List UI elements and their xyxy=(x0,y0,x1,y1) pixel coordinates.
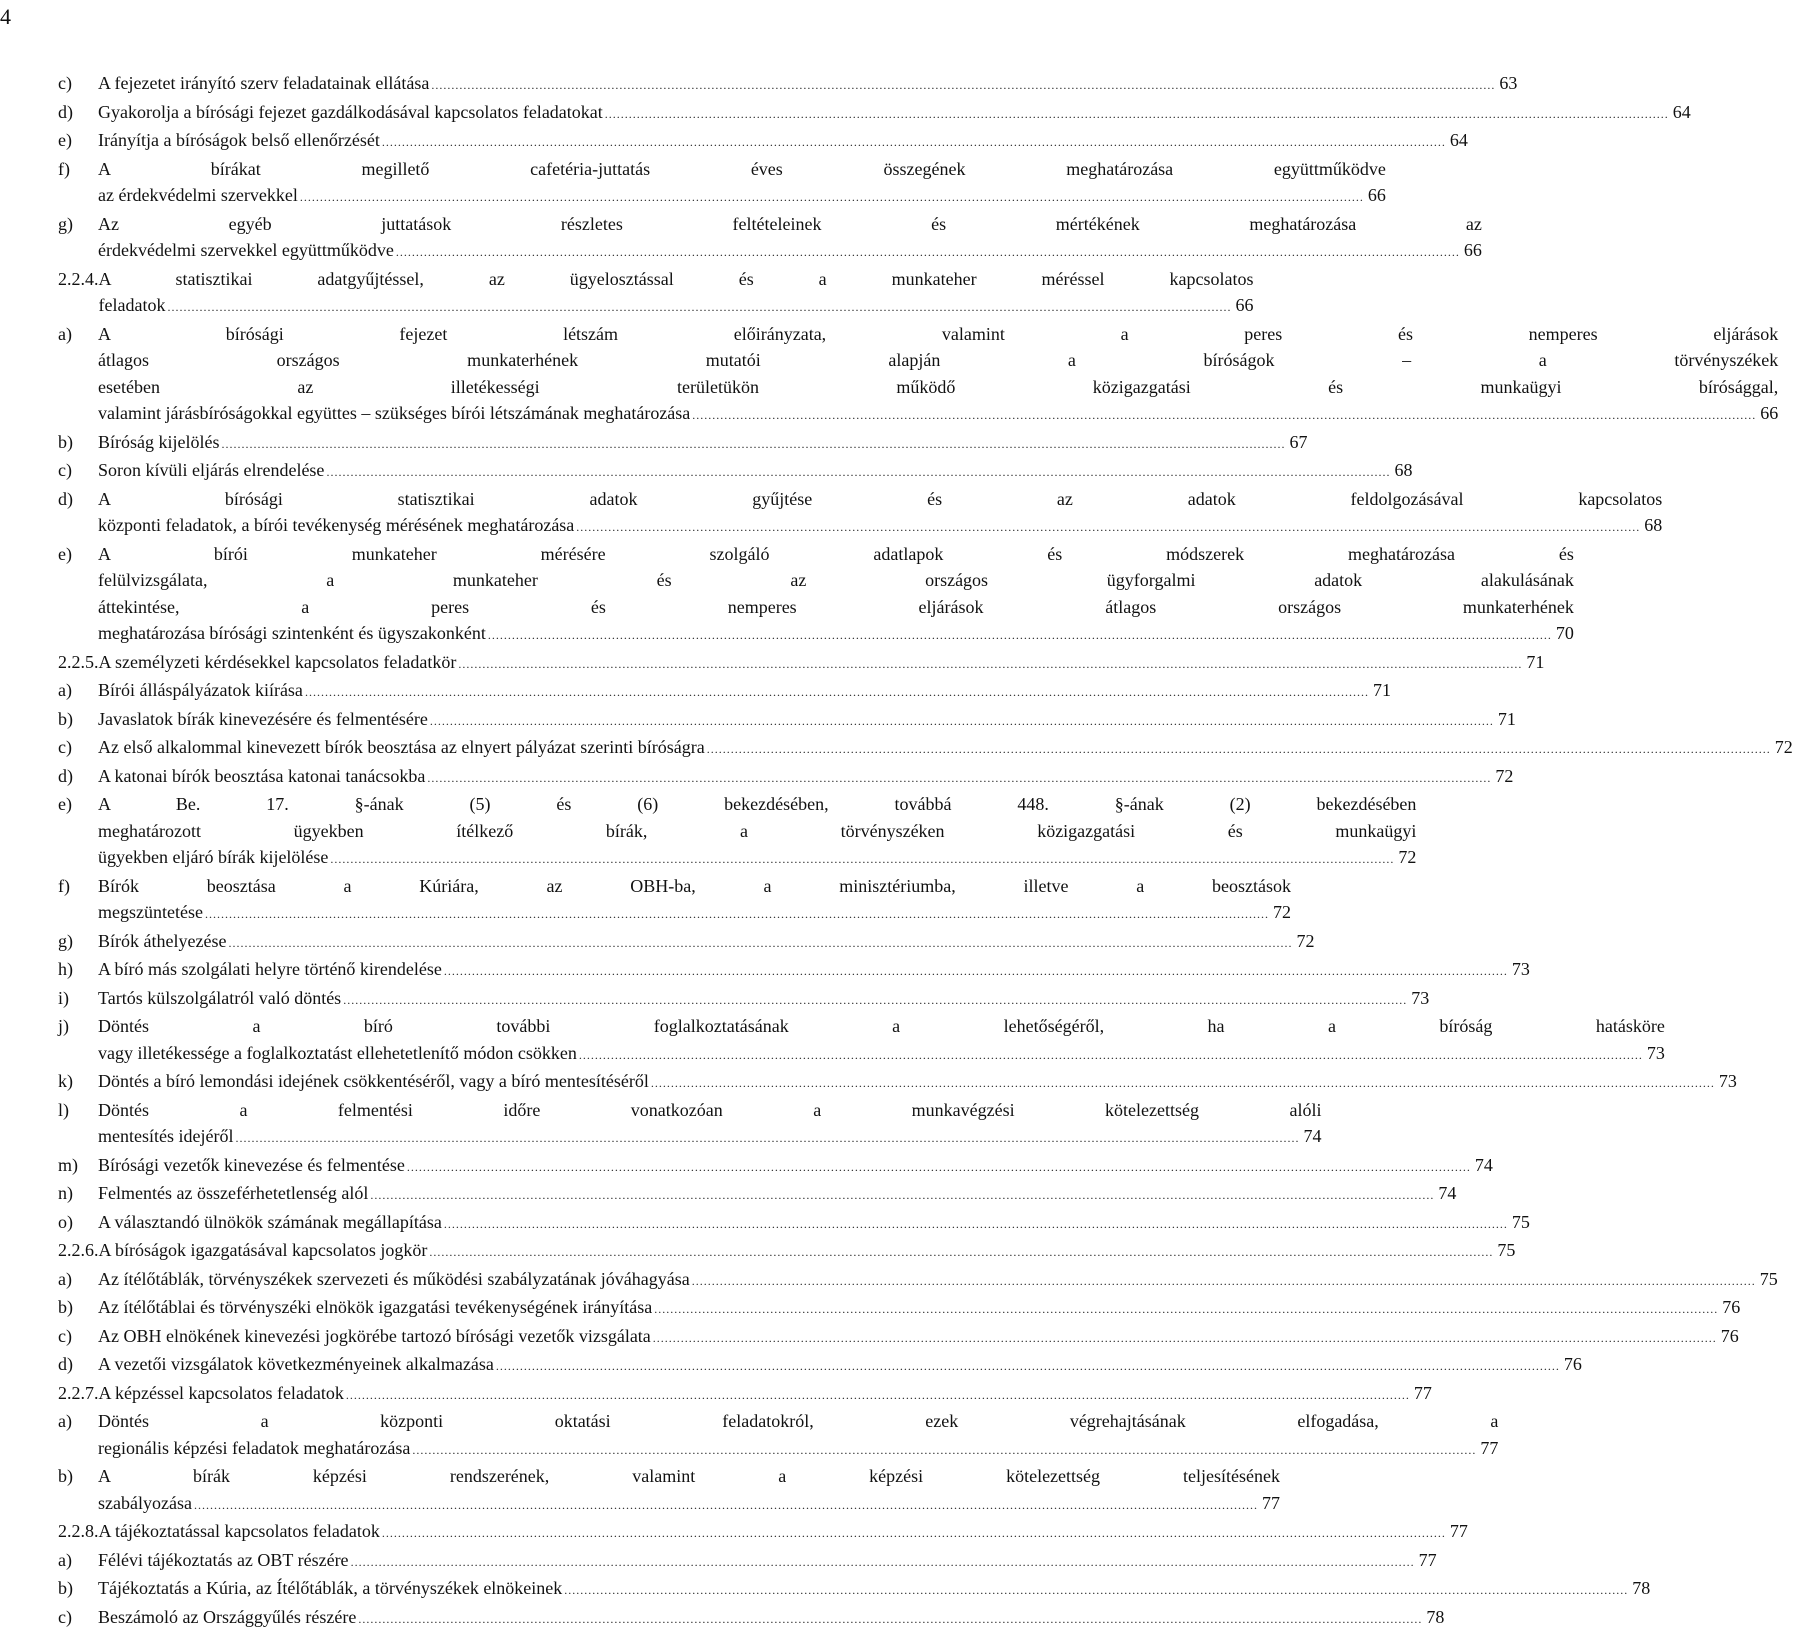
toc-entry-number: a) xyxy=(58,321,98,348)
toc-entry-number: j) xyxy=(58,1013,98,1040)
toc-entry-page: 77 xyxy=(1448,1518,1468,1545)
toc-entry-title: A vezetői vizsgálatok következményeinek alkalmazása xyxy=(98,1351,494,1378)
dot-leader xyxy=(496,1353,1560,1380)
toc-entry-page: 67 xyxy=(1287,429,1307,456)
toc-entry-body xyxy=(98,1323,1739,1352)
toc-entry-title: A bíróságok igazgatásával kapcsolatos jogkör xyxy=(99,1237,428,1264)
toc-entry-page: 68 xyxy=(1642,512,1662,539)
toc-entry-page: 68 xyxy=(1392,457,1412,484)
toc-entry[interactable] xyxy=(58,791,954,873)
toc-entry-line: meghatározott ügyekben ítélkező bírák, a törvényszéken közigazgatási és munkaügyi xyxy=(98,818,1416,845)
toc-entry-body xyxy=(98,156,1386,211)
dot-leader xyxy=(382,1520,1446,1547)
dot-leader xyxy=(431,72,1495,99)
toc-entry[interactable] xyxy=(58,266,954,321)
toc-entry-line: A bírósági fejezet létszám előirányzata, valamint a peres és nemperes eljárások xyxy=(98,321,1778,348)
toc-entry-number: g) xyxy=(58,211,98,238)
toc-entry-number: b) xyxy=(58,1294,98,1321)
toc-entry-title: Soron kívüli eljárás elrendelése xyxy=(98,457,324,484)
page-number: 4 xyxy=(0,4,11,30)
toc-entry-last-line xyxy=(99,1518,1468,1547)
toc-entry-last-line xyxy=(99,1237,1516,1266)
toc-entry-page: 66 xyxy=(1366,182,1386,209)
toc-entry-body xyxy=(98,985,1429,1014)
toc-entry-title: szabályozása xyxy=(98,1490,192,1517)
toc-entry-body xyxy=(98,956,1530,985)
toc-entry-page: 63 xyxy=(1497,70,1517,97)
toc-entry-last-line xyxy=(98,512,1662,541)
toc-entry-last-line xyxy=(98,70,1517,99)
toc-entry-last-line xyxy=(98,1604,1444,1632)
dot-leader xyxy=(692,1268,1756,1295)
toc-entry-number: b) xyxy=(58,706,98,733)
toc-entry-number: 2.2.6. xyxy=(58,1237,99,1264)
toc-entry-line: A statisztikai adatgyűjtéssel, az ügyelosztással és a munkateher méréssel kapcsolatos xyxy=(99,266,1254,293)
toc-entry-number: l) xyxy=(58,1097,98,1124)
dot-leader xyxy=(221,431,1285,458)
toc-entry-number: d) xyxy=(58,486,98,513)
toc-entry-last-line xyxy=(98,985,1429,1014)
toc-entry-title: A bíró más szolgálati helyre történő kirendelése xyxy=(98,956,442,983)
toc-entry-line: A Be. 17. §-ának (5) és (6) bekezdésében, továbbá 448. §-ának (2) bekezdésében xyxy=(98,791,1416,818)
dot-leader xyxy=(430,708,1494,735)
toc-entry-number: n) xyxy=(58,1180,98,1207)
toc-entry-number: e) xyxy=(58,541,98,568)
toc-entry-title: A katonai bírók beosztása katonai tanácsokba xyxy=(98,763,425,790)
toc-entry[interactable] xyxy=(58,677,954,706)
toc-entry-page: 78 xyxy=(1424,1604,1444,1631)
dot-leader xyxy=(305,679,1369,706)
toc-entry-last-line xyxy=(98,844,1416,873)
toc-entry-number: o) xyxy=(58,1209,98,1236)
toc-entry-number: 2.2.7. xyxy=(58,1380,99,1407)
toc-entry-number: e) xyxy=(58,127,98,154)
dot-leader xyxy=(651,1070,1715,1097)
toc-entry-body xyxy=(98,791,1416,873)
toc-entry-number: h) xyxy=(58,956,98,983)
toc-entry-body xyxy=(99,1380,1432,1409)
toc-entry-last-line xyxy=(98,1351,1582,1380)
toc-entry-page: 66 xyxy=(1758,400,1778,427)
dot-leader xyxy=(654,1296,1718,1323)
toc-entry-number: a) xyxy=(58,677,98,704)
dot-leader xyxy=(429,1239,1493,1266)
toc-entry-title: megszüntetése xyxy=(98,899,203,926)
dot-leader xyxy=(351,1549,1415,1576)
toc-entry-number: c) xyxy=(58,734,98,761)
dot-leader xyxy=(707,736,1771,763)
toc-entry[interactable] xyxy=(58,211,954,266)
toc-entry-title: Döntés a bíró lemondási idejének csökkentéséről, vagy a bíró mentesítéséről xyxy=(98,1068,649,1095)
toc-entry[interactable] xyxy=(58,1575,954,1604)
toc-entry-title: feladatok xyxy=(99,292,166,319)
dot-leader xyxy=(330,846,1394,873)
toc-entry-page: 72 xyxy=(1271,899,1291,926)
toc-entry-last-line xyxy=(98,1266,1778,1295)
toc-entry-last-line xyxy=(98,1575,1650,1604)
toc-entry-title: A személyzeti kérdésekkel kapcsolatos feladatkör xyxy=(99,649,457,676)
toc-entry-last-line xyxy=(98,620,1574,649)
toc-entry-last-line xyxy=(98,237,1482,266)
toc-entry-page: 77 xyxy=(1478,1435,1498,1462)
toc-entry-title: Az OBH elnökének kinevezési jogkörébe tartozó bírósági vezetők vizsgálata xyxy=(98,1323,651,1350)
dot-leader xyxy=(194,1492,1258,1519)
toc-entry-line: A bírói munkateher mérésére szolgáló adatlapok és módszerek meghatározása és xyxy=(98,541,1574,568)
toc-entry[interactable] xyxy=(58,457,954,486)
toc-entry-body xyxy=(98,1604,1444,1632)
toc-entry-title: központi feladatok, a bírói tevékenység mérésének meghatározása xyxy=(98,512,574,539)
toc-entry[interactable] xyxy=(58,1518,954,1547)
toc-entry-title: regionális képzési feladatok meghatározása xyxy=(98,1435,410,1462)
toc-entry-body xyxy=(98,1209,1530,1238)
dot-leader xyxy=(458,651,1522,678)
toc-entry-last-line xyxy=(98,928,1314,957)
toc-entry[interactable] xyxy=(58,486,954,541)
dot-leader xyxy=(427,765,1491,792)
toc-entry-last-line xyxy=(98,677,1391,706)
table-of-contents xyxy=(58,70,954,1632)
toc-entry-title: Félévi tájékoztatás az OBT részére xyxy=(98,1547,349,1574)
toc-entry-page: 75 xyxy=(1758,1266,1778,1293)
dot-leader xyxy=(444,1211,1508,1238)
toc-entry[interactable] xyxy=(58,873,954,928)
toc-entry[interactable] xyxy=(58,1380,954,1409)
toc-entry-page: 76 xyxy=(1719,1323,1739,1350)
toc-entry-line: Döntés a felmentési időre vonatkozóan a munkavégzési kötelezettség alóli xyxy=(98,1097,1321,1124)
toc-entry-title: A fejezetet irányító szerv feladatainak ellátása xyxy=(98,70,429,97)
toc-entry-title: Bírósági vezetők kinevezése és felmentése xyxy=(98,1152,405,1179)
dot-leader xyxy=(396,239,1460,266)
toc-entry-number: m) xyxy=(58,1152,98,1179)
toc-entry-line: A bírák képzési rendszerének, valamint a képzési kötelezettség teljesítésének xyxy=(98,1463,1280,1490)
toc-entry-page: 70 xyxy=(1554,620,1574,647)
toc-entry-page: 66 xyxy=(1233,292,1253,319)
toc-entry[interactable] xyxy=(58,99,954,128)
toc-entry-last-line xyxy=(98,127,1468,156)
toc-entry-body xyxy=(99,266,1254,321)
dot-leader xyxy=(605,101,1669,128)
toc-entry[interactable] xyxy=(58,1604,954,1632)
toc-entry-page: 64 xyxy=(1671,99,1691,126)
toc-entry-page: 71 xyxy=(1371,677,1391,704)
toc-entry-title: Beszámoló az Országgyűlés részére xyxy=(98,1604,356,1631)
toc-entry-body xyxy=(98,734,1793,763)
toc-entry-body xyxy=(98,1068,1737,1097)
toc-entry-body xyxy=(98,486,1662,541)
dot-leader xyxy=(564,1577,1628,1604)
toc-entry-last-line xyxy=(99,292,1254,321)
toc-entry-line: Bírók beosztása a Kúriára, az OBH-ba, a minisztériumba, illetve a beosztások xyxy=(98,873,1291,900)
toc-entry-title: A tájékoztatással kapcsolatos feladatok xyxy=(99,1518,380,1545)
toc-entry-page: 73 xyxy=(1510,956,1530,983)
dot-leader xyxy=(228,930,1292,957)
toc-entry-line: esetében az illetékességi területükön működő közigazgatási és munkaügyi bírósággal, xyxy=(98,374,1778,401)
toc-entry[interactable] xyxy=(58,1068,954,1097)
toc-entry-body xyxy=(98,763,1513,792)
toc-entry-body xyxy=(99,1518,1468,1547)
toc-entry[interactable] xyxy=(58,541,954,649)
toc-entry-page: 73 xyxy=(1645,1040,1665,1067)
toc-entry-line: átlagos országos munkaterhének mutatói alapján a bíróságok – a törvényszékek xyxy=(98,347,1778,374)
toc-entry-number: c) xyxy=(58,1604,98,1631)
toc-entry-title: Tartós külszolgálatról való döntés xyxy=(98,985,341,1012)
toc-entry-title: vagy illetékessége a foglalkoztatást ellehetetlenítő módon csökken xyxy=(98,1040,577,1067)
toc-entry-title: Bírók áthelyezése xyxy=(98,928,226,955)
toc-entry-title: az érdekvédelmi szervekkel xyxy=(98,182,298,209)
toc-entry-body xyxy=(98,457,1412,486)
toc-entry-page: 76 xyxy=(1562,1351,1582,1378)
dot-leader xyxy=(370,1182,1434,1209)
toc-entry[interactable] xyxy=(58,1209,954,1238)
toc-entry[interactable] xyxy=(58,928,954,957)
toc-entry-number: f) xyxy=(58,873,98,900)
toc-entry-last-line xyxy=(98,1040,1665,1069)
toc-entry-last-line xyxy=(98,99,1691,128)
toc-entry[interactable] xyxy=(58,1013,954,1068)
toc-entry-last-line xyxy=(98,400,1778,429)
toc-entry-number: 2.2.8. xyxy=(58,1518,99,1545)
toc-entry-line: Döntés a központi oktatási feladatokról, ezek végrehajtásának elfogadása, a xyxy=(98,1408,1498,1435)
toc-entry-title: Javaslatok bírák kinevezésére és felmentésére xyxy=(98,706,428,733)
toc-entry-title: Bírói álláspályázatok kiírása xyxy=(98,677,303,704)
toc-entry[interactable] xyxy=(58,127,954,156)
dot-leader xyxy=(358,1606,1422,1632)
toc-entry-body xyxy=(98,541,1574,649)
toc-entry-last-line xyxy=(98,457,1412,486)
dot-leader xyxy=(326,459,1390,486)
toc-entry-number: 2.2.4. xyxy=(58,266,99,293)
toc-entry-page: 74 xyxy=(1301,1123,1321,1150)
toc-entry-title: Irányítja a bíróságok belső ellenőrzését xyxy=(98,127,380,154)
toc-entry-body xyxy=(98,928,1314,957)
toc-entry-page: 73 xyxy=(1717,1068,1737,1095)
toc-entry-number: b) xyxy=(58,1463,98,1490)
toc-entry-number: d) xyxy=(58,763,98,790)
toc-entry-number: b) xyxy=(58,429,98,456)
toc-entry-title: ügyekben eljáró bírák kijelölése xyxy=(98,844,328,871)
toc-entry[interactable] xyxy=(58,763,954,792)
toc-entry-page: 72 xyxy=(1773,734,1793,761)
toc-entry-page: 77 xyxy=(1412,1380,1432,1407)
toc-entry-body xyxy=(98,1463,1280,1518)
toc-entry-line: A bírósági statisztikai adatok gyűjtése és az adatok feldolgozásával kapcsolatos xyxy=(98,486,1662,513)
toc-entry-body xyxy=(98,1351,1582,1380)
toc-entry-page: 71 xyxy=(1496,706,1516,733)
toc-entry[interactable] xyxy=(58,321,954,429)
toc-entry-last-line xyxy=(98,1180,1456,1209)
dot-leader xyxy=(235,1125,1299,1152)
dot-leader xyxy=(343,987,1407,1014)
dot-leader xyxy=(205,901,1269,928)
toc-entry-body xyxy=(98,1266,1778,1295)
toc-entry-number: g) xyxy=(58,928,98,955)
toc-entry-last-line xyxy=(98,1152,1493,1181)
toc-entry-title: meghatározása bírósági szintenként és ügyszakonként xyxy=(98,620,486,647)
toc-entry-page: 75 xyxy=(1510,1209,1530,1236)
toc-entry-number: c) xyxy=(58,70,98,97)
toc-entry-title: mentesítés idejéről xyxy=(98,1123,233,1150)
toc-entry-line: Döntés a bíró további foglalkoztatásának a lehetőségéről, ha a bíróság hatásköre xyxy=(98,1013,1665,1040)
toc-entry[interactable] xyxy=(58,706,954,735)
toc-entry[interactable] xyxy=(58,1463,954,1518)
toc-entry-body xyxy=(98,1180,1456,1209)
dot-leader xyxy=(300,184,1364,211)
toc-entry-body xyxy=(99,649,1545,678)
toc-entry-title: Az ítélőtáblai és törvényszéki elnökök igazgatási tevékenységének irányítása xyxy=(98,1294,652,1321)
dot-leader xyxy=(167,294,1231,321)
toc-entry[interactable] xyxy=(58,734,954,763)
toc-entry-last-line xyxy=(98,1123,1321,1152)
toc-entry-title: A választandó ülnökök számának megállapítása xyxy=(98,1209,442,1236)
toc-entry-title: A képzéssel kapcsolatos feladatok xyxy=(99,1380,344,1407)
toc-entry-body xyxy=(98,127,1468,156)
toc-entry-last-line xyxy=(98,956,1530,985)
toc-entry[interactable] xyxy=(58,649,954,678)
toc-entry-number: a) xyxy=(58,1266,98,1293)
toc-entry-title: Gyakorolja a bírósági fejezet gazdálkodásával kapcsolatos feladatokat xyxy=(98,99,603,126)
toc-entry-title: Bíróság kijelölés xyxy=(98,429,219,456)
toc-entry[interactable] xyxy=(58,1408,954,1463)
toc-entry[interactable] xyxy=(58,1097,954,1152)
toc-entry-page: 72 xyxy=(1396,844,1416,871)
toc-entry-number: e) xyxy=(58,791,98,818)
toc-entry[interactable] xyxy=(58,1180,954,1209)
toc-entry[interactable] xyxy=(58,1152,954,1181)
toc-entry-page: 72 xyxy=(1294,928,1314,955)
toc-entry-page: 76 xyxy=(1720,1294,1740,1321)
toc-entry-body xyxy=(99,1237,1516,1266)
toc-entry-body xyxy=(98,1152,1493,1181)
toc-entry-page: 74 xyxy=(1473,1152,1493,1179)
toc-entry-last-line xyxy=(98,182,1386,211)
toc-entry-body xyxy=(98,99,1691,128)
dot-leader xyxy=(653,1325,1717,1352)
dot-leader xyxy=(346,1382,1410,1409)
toc-entry-line: A bírákat megillető cafetéria-juttatás éves összegének meghatározása együttműködve xyxy=(98,156,1386,183)
toc-entry-last-line xyxy=(98,429,1307,458)
toc-entry-page: 77 xyxy=(1260,1490,1280,1517)
toc-entry[interactable] xyxy=(58,156,954,211)
toc-entry-number: d) xyxy=(58,1351,98,1378)
toc-entry[interactable] xyxy=(58,956,954,985)
toc-entry-last-line xyxy=(98,1547,1437,1576)
toc-entry-number: a) xyxy=(58,1547,98,1574)
toc-entry-number: b) xyxy=(58,1575,98,1602)
toc-entry-title: érdekvédelmi szervekkel együttműködve xyxy=(98,237,394,264)
toc-entry-body xyxy=(98,706,1516,735)
toc-entry-number: d) xyxy=(58,99,98,126)
toc-entry-body xyxy=(98,1013,1665,1068)
toc-entry-number: f) xyxy=(58,156,98,183)
toc-entry-line: felülvizsgálata, a munkateher és az országos ügyforgalmi adatok alakulásának xyxy=(98,567,1574,594)
toc-entry[interactable] xyxy=(58,1237,954,1266)
toc-entry-last-line xyxy=(99,649,1545,678)
toc-entry[interactable] xyxy=(58,985,954,1014)
dot-leader xyxy=(382,129,1446,156)
toc-entry[interactable] xyxy=(58,70,954,99)
dot-leader xyxy=(488,622,1552,649)
toc-entry-body xyxy=(98,873,1291,928)
toc-entry-last-line xyxy=(98,1068,1737,1097)
toc-entry-page: 74 xyxy=(1436,1180,1456,1207)
toc-entry-last-line xyxy=(98,1435,1498,1464)
toc-entry-last-line xyxy=(98,763,1513,792)
toc-entry-last-line xyxy=(98,1209,1530,1238)
toc-entry[interactable] xyxy=(58,1266,954,1295)
dot-leader xyxy=(692,402,1756,429)
toc-entry-body xyxy=(98,1575,1650,1604)
toc-entry-line: Az egyéb juttatások részletes feltételeinek és mértékének meghatározása az xyxy=(98,211,1482,238)
toc-entry-last-line xyxy=(98,1323,1739,1352)
toc-entry-body xyxy=(98,1547,1437,1576)
toc-entry-page: 71 xyxy=(1524,649,1544,676)
toc-entry-page: 73 xyxy=(1409,985,1429,1012)
toc-entry-body xyxy=(98,677,1391,706)
toc-entry-last-line xyxy=(98,734,1793,763)
toc-entry-page: 72 xyxy=(1493,763,1513,790)
toc-entry-page: 64 xyxy=(1448,127,1468,154)
toc-entry-number: 2.2.5. xyxy=(58,649,99,676)
toc-entry-last-line xyxy=(98,1490,1280,1519)
toc-entry[interactable] xyxy=(58,429,954,458)
toc-entry-title: Az első alkalommal kinevezett bírók beosztása az elnyert pályázat szerinti bíróságra xyxy=(98,734,705,761)
toc-entry-body xyxy=(98,70,1517,99)
toc-entry-last-line xyxy=(98,1294,1740,1323)
toc-entry-body xyxy=(98,321,1778,429)
toc-entry-number: i) xyxy=(58,985,98,1012)
toc-entry[interactable] xyxy=(58,1294,954,1323)
toc-entry-page: 66 xyxy=(1462,237,1482,264)
toc-entry-body xyxy=(98,1097,1321,1152)
toc-entry-title: Tájékoztatás a Kúria, az Ítélőtáblák, a törvényszékek elnökeinek xyxy=(98,1575,562,1602)
dot-leader xyxy=(412,1437,1476,1464)
toc-entry-number: c) xyxy=(58,457,98,484)
toc-entry-body xyxy=(98,429,1307,458)
dot-leader xyxy=(407,1154,1471,1181)
toc-entry-body xyxy=(98,1294,1740,1323)
toc-entry-page: 75 xyxy=(1495,1237,1515,1264)
toc-entry-last-line xyxy=(98,706,1516,735)
toc-entry-body xyxy=(98,1408,1498,1463)
toc-entry-last-line xyxy=(98,899,1291,928)
toc-entry-title: valamint járásbíróságokkal együttes – szükséges bírói létszámának meghatározása xyxy=(98,400,690,427)
toc-entry-title: Felmentés az összeférhetetlenség alól xyxy=(98,1180,368,1207)
toc-entry[interactable] xyxy=(58,1323,954,1352)
toc-entry-last-line xyxy=(99,1380,1432,1409)
toc-entry-line: áttekintése, a peres és nemperes eljárások átlagos országos munkaterhének xyxy=(98,594,1574,621)
toc-entry-number: c) xyxy=(58,1323,98,1350)
toc-entry-number: k) xyxy=(58,1068,98,1095)
dot-leader xyxy=(444,958,1508,985)
toc-entry-title: Az ítélőtáblák, törvényszékek szervezeti és működési szabályzatának jóváhagyása xyxy=(98,1266,690,1293)
toc-entry-body xyxy=(98,211,1482,266)
toc-entry[interactable] xyxy=(58,1351,954,1380)
toc-entry[interactable] xyxy=(58,1547,954,1576)
toc-entry-page: 78 xyxy=(1630,1575,1650,1602)
toc-entry-page: 77 xyxy=(1417,1547,1437,1574)
toc-entry-number: a) xyxy=(58,1408,98,1435)
dot-leader xyxy=(576,514,1640,541)
dot-leader xyxy=(579,1042,1643,1069)
